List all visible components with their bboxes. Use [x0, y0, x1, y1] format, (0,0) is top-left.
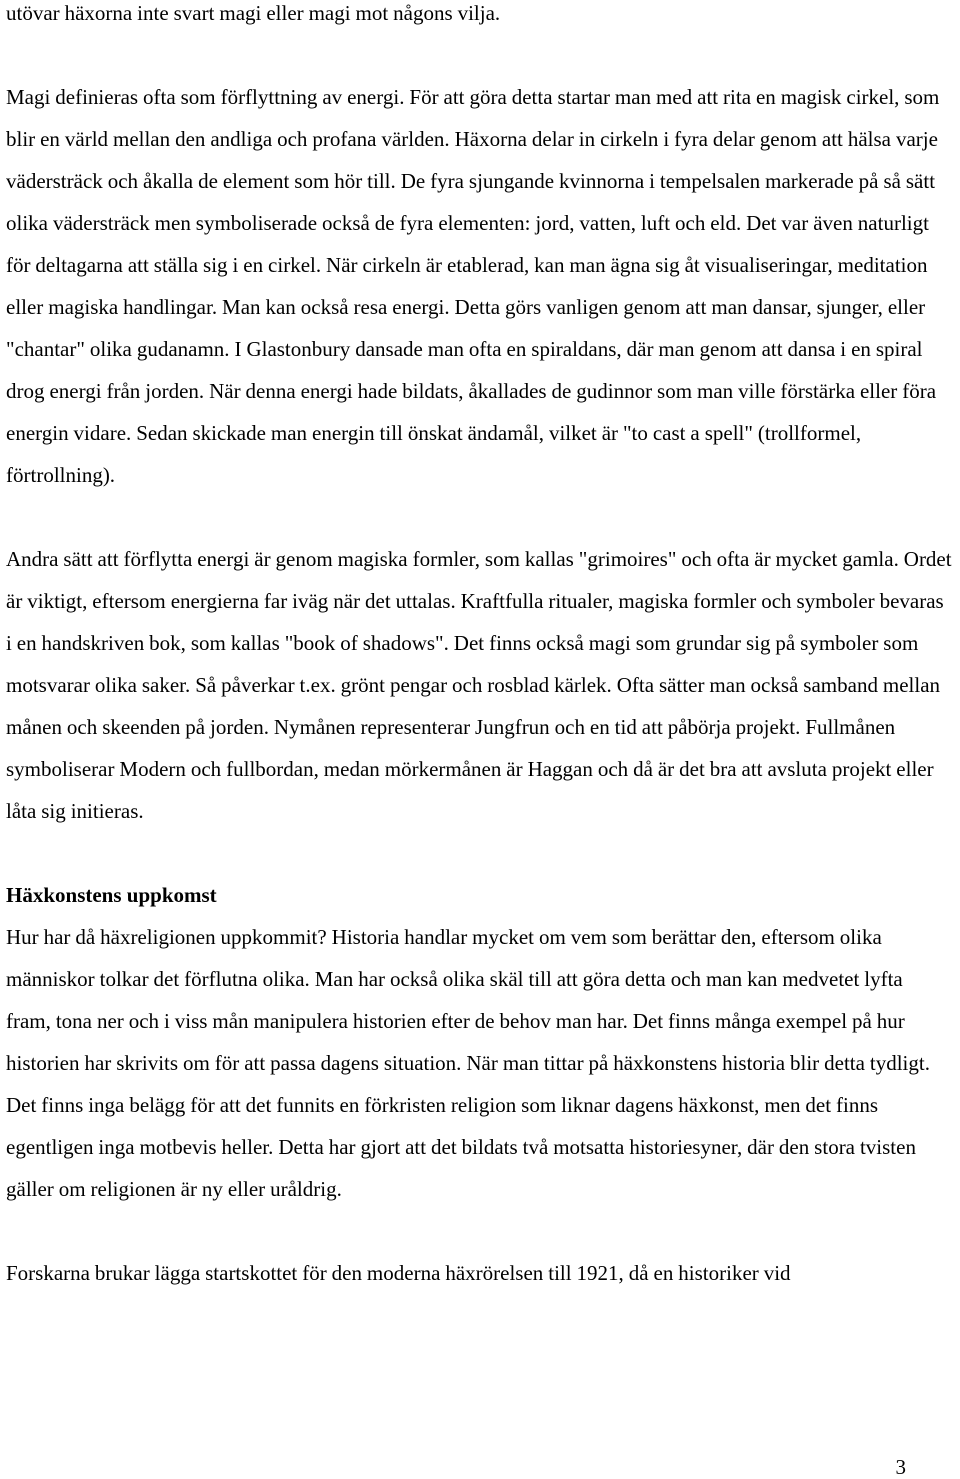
paragraph-intro-tail: utövar häxorna inte svart magi eller magi mot någons vilja.: [6, 1, 501, 25]
paragraph-magic-circle: Magi definieras ofta som förflyttning av energi. För att göra detta startar man med att rita en magisk cirkel, som blir en värld mellan den andliga och profana världen. Häxorna delar in cirkeln i fyra delar genom att hälsa varje vädersträck och åkalla de element som hör till. De fyra sjungande kvinnorna i tempelsalen markerade på så sätt olika vädersträck men symboliserade också de fyra elementen: jord, vatten, luft och eld. Det var även naturligt för deltagarna att ställa sig i en cirkel. När cirkeln är etablerad, kan man ägna sig åt visualiseringar, meditation eller magiska handlingar. Man kan också resa energi. Detta görs vanligen genom att man dansar, sjunger, eller "chantar" olika gudanamn. I Glastonbury dansade man ofta en spiraldans, där man genom att dansa i en spiral drog energi från jorden. När denna energi hade bildats, åkallades de gudinnor som man ville förstärka eller föra energin vidare. Sedan skickade man energin till önskat ändamål, vilket är "to cast a spell" (trollformel, förtrollning).: [6, 85, 940, 487]
paragraph-origin: Hur har då häxreligionen uppkommit? Historia handlar mycket om vem som berättar den, eftersom olika människor tolkar det förflutna olika. Man har också olika skäl till att göra detta och man kan medvetet lyfta fram, tona ner och i viss mån manipulera historien efter de behov man har. Det finns många exempel på hur historien har skrivits om för att passa dagens situation. När man tittar på häxkonstens historia blir detta tydligt. Det finns inga belägg för att det funnits en förkristen religion som liknar dagens häxkonst, men det finns egentligen inga motbevis heller. Detta har gjort att det bildats två motsatta historiesyner, där den stora tvisten gäller om religionen är ny eller uråldrig.: [6, 925, 930, 1201]
paragraph-magic-formulas: Andra sätt att förflytta energi är genom magiska formler, som kallas "grimoires" och ofta är mycket gamla. Ordet är viktigt, eftersom energierna far iväg när det uttalas. Kraftfulla ritualer, magiska formler och symboler bevaras i en handskriven bok, som kallas "book of shadows". Det finns också magi som grundar sig på symboler som motsvarar olika saker. Så påverkar t.ex. grönt pengar och rosblad kärlek. Ofta sätter man också samband mellan månen och skeenden på jorden. Nymånen representerar Jungfrun och en tid att påbörja projekt. Fullmånen symboliserar Modern och fullbordan, medan mörkermånen är Haggan och då är det bra att avsluta projekt eller låta sig initieras.: [6, 547, 952, 823]
paragraph-spacer: [6, 832, 952, 874]
paragraph-spacer: [6, 496, 952, 538]
paragraph-researchers: Forskarna brukar lägga startskottet för den moderna häxrörelsen till 1921, då en historiker vid: [6, 1261, 791, 1285]
section-heading: Häxkonstens uppkomst: [6, 883, 217, 907]
paragraph-spacer: [6, 1210, 952, 1252]
document-page: [6, 0, 952, 1294]
paragraph-spacer: [6, 34, 952, 76]
page-number: 3: [895, 1455, 906, 1479]
